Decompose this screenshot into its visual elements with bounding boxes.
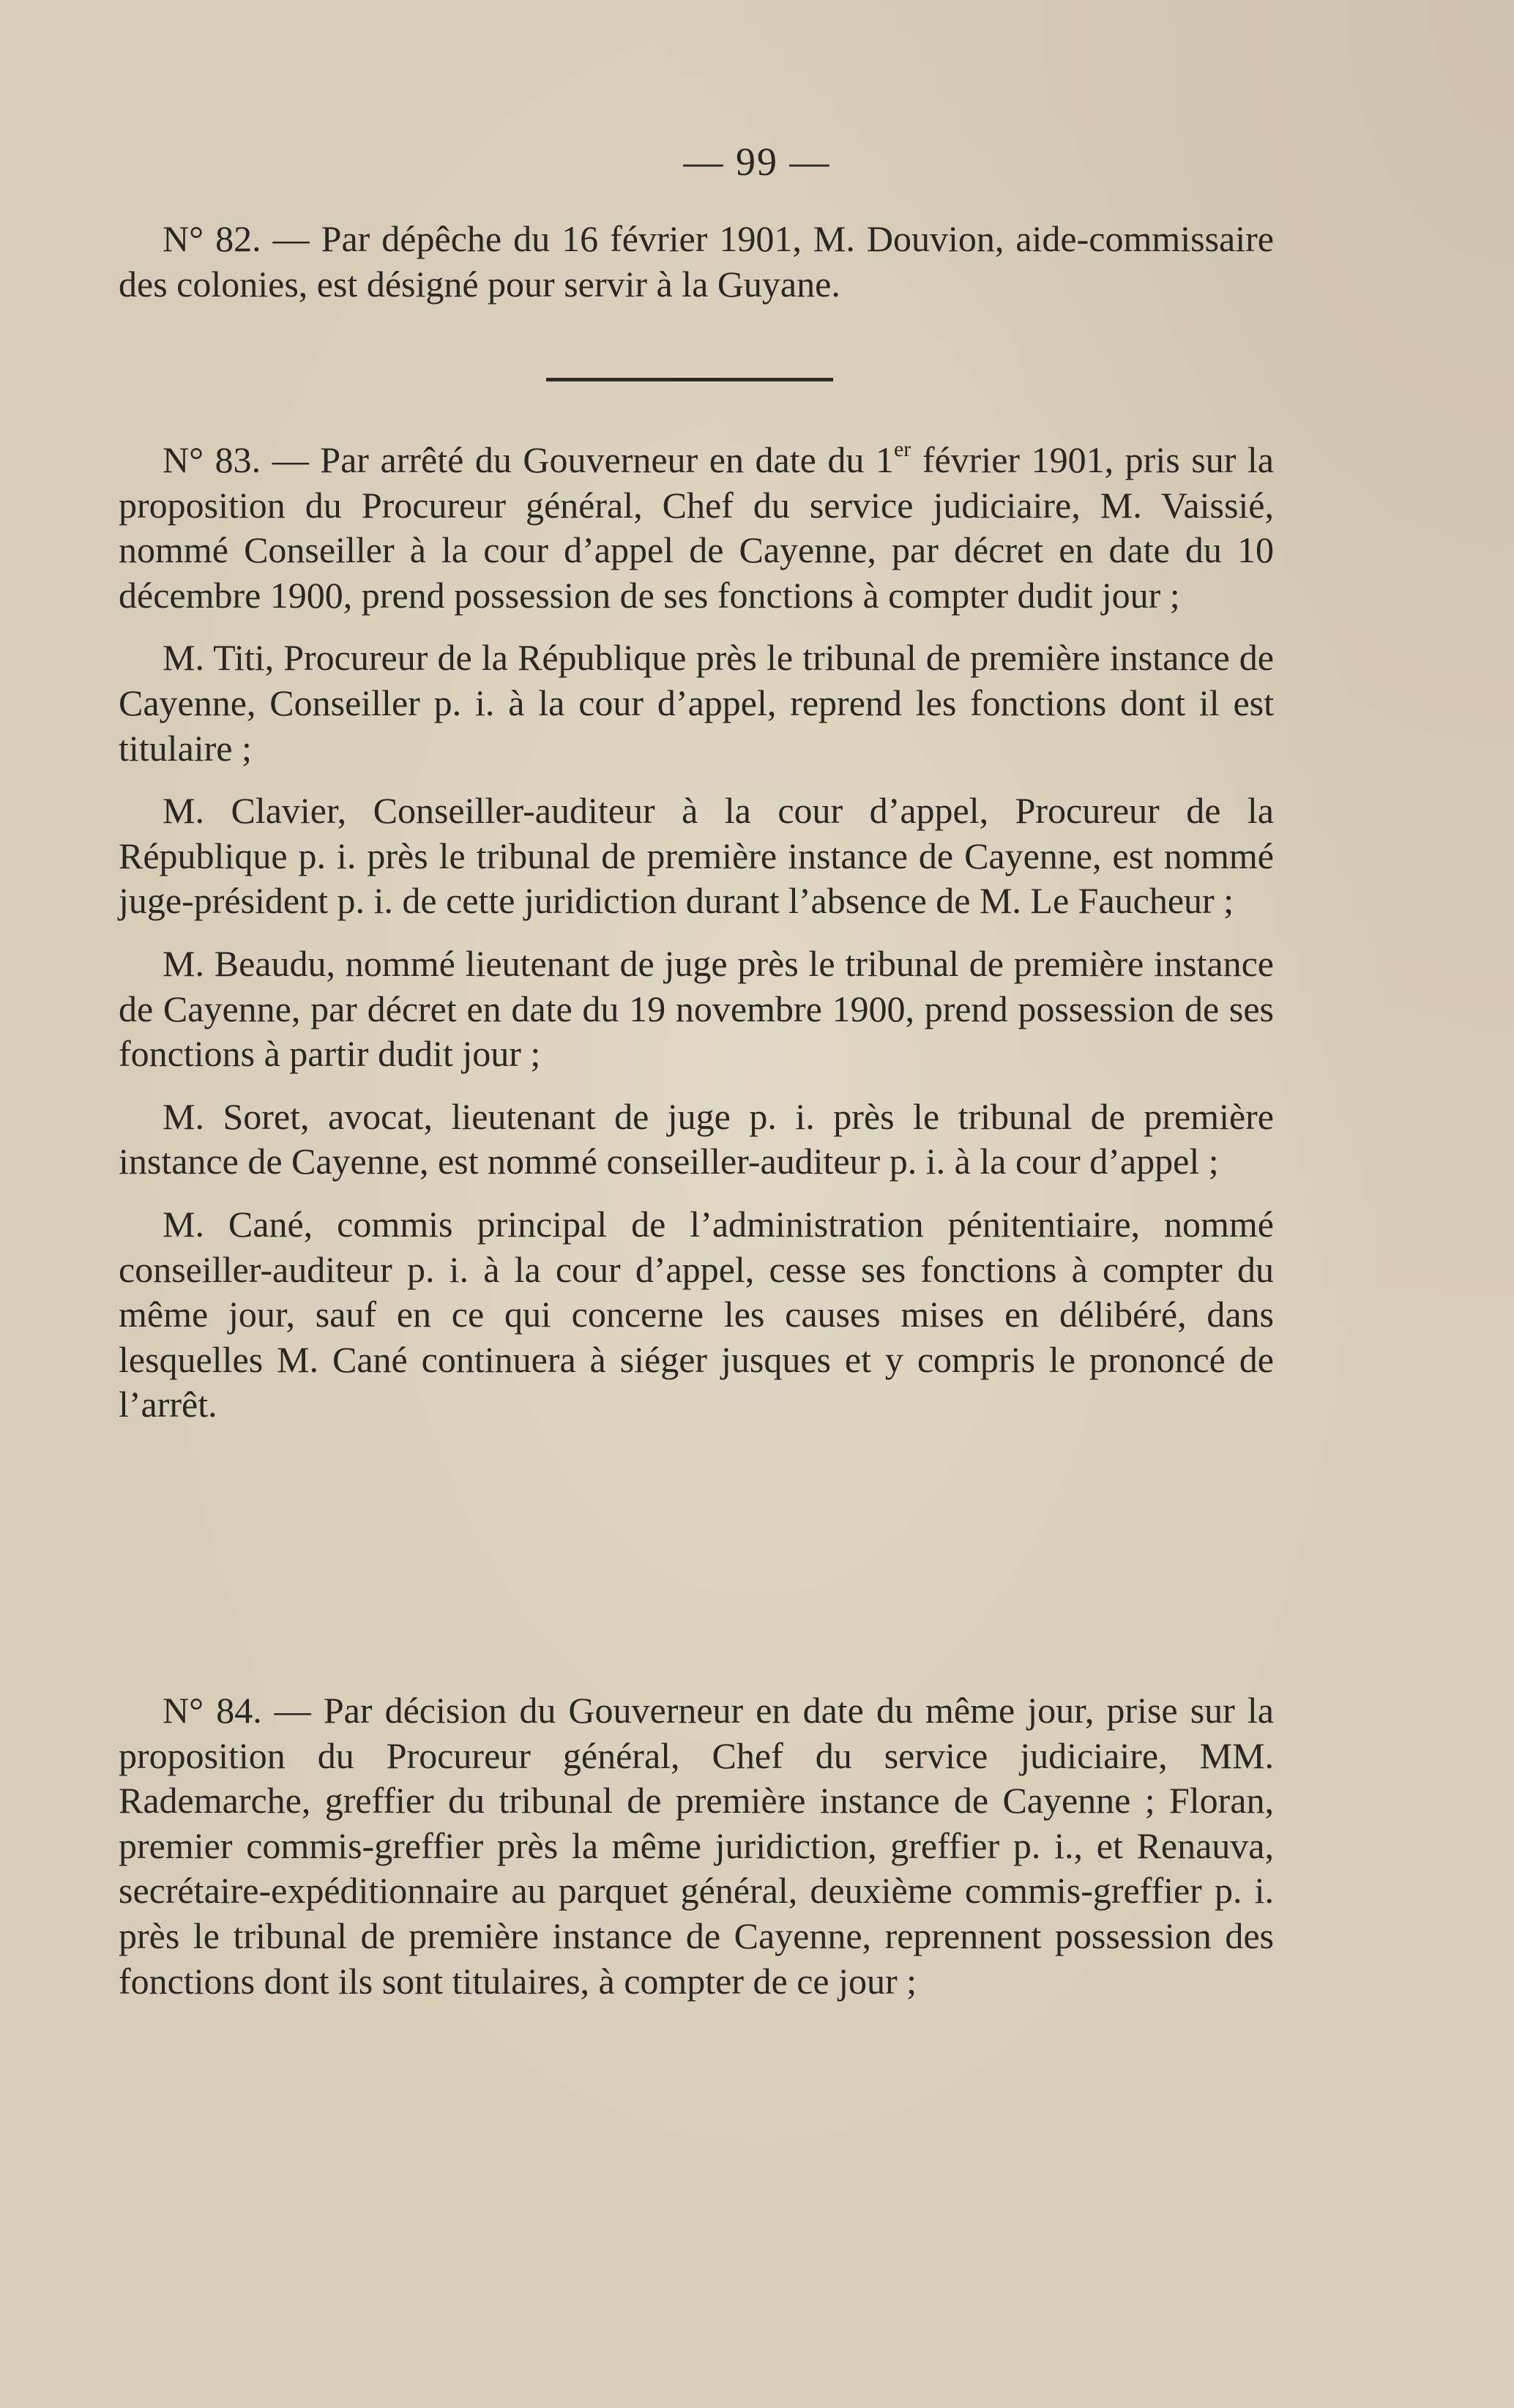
paragraph: M. Titi, Procureur de la République près le tribunal de première instance de Cayenne, Conseiller p. i. à la cour d’appel, reprend les fonctions dont il est titulaire ; (119, 637, 1274, 769)
paragraph: M. Beaudu, nommé lieutenant de juge près le tribunal de première instance de Cayenne, par décret en date du 19 novembre 1900, prend possession de ses fonctions à partir dudit jour ; (119, 942, 1274, 1075)
entry-83-heading-paragraph (119, 438, 1274, 618)
entry-83 (119, 438, 1274, 1428)
heading-text: N° 83. — Par arrêté du Gouverneur en date du 1 (163, 439, 894, 480)
paragraph: M. Cané, commis principal de l’administration pénitentiaire, nommé conseiller-auditeur p. i. à la cour d’appel, cesse ses fonctions à compter du même jour, sauf en ce qui concerne les causes mises en délibéré, dans lesquelles M. Cané continuera à siéger jusques et y compris le prononcé de l’arrêt. (119, 1203, 1274, 1425)
paragraph: N° 82. — Par dépêche du 16 février 1901, M. Douvion, aide-commissaire des colonies, est désigné pour servir à la Guyane. (119, 218, 1274, 305)
entry-82 (119, 217, 1274, 307)
heading-text-cont: février 1901, pris sur la proposition du Procureur général, Chef du service judiciaire, M. Vaissié, nommé Conseiller à la cour d’appel de Cayenne, par décret en date du 10 décembre 1900, prend possession de ses fonctions à compter dudit jour ; (119, 439, 1274, 616)
ordinal-superscript: er (893, 437, 911, 461)
paragraph: M. Soret, avocat, lieutenant de juge p. i. près le tribunal de première instance de Cayenne, est nommé conseiller-auditeur p. i. à la cour d’appel ; (119, 1095, 1274, 1182)
page-number: — 99 — (683, 140, 831, 184)
entry-84 (119, 1688, 1274, 2004)
section-divider-rule (546, 378, 833, 381)
paragraph: M. Clavier, Conseiller-auditeur à la cour d’appel, Procureur de la République p. i. près le tribunal de première instance de Cayenne, est nommé juge-président p. i. de cette juridiction durant l’absence de M. Le Faucheur ; (119, 790, 1274, 922)
paragraph: N° 84. — Par décision du Gouverneur en date du même jour, prise sur la proposition du Procureur général, Chef du service judiciaire, MM. Rademarche, greffier du tribunal de première instance de Cayenne ; Floran, premier commis-greffier près la même juridiction, greffier p. i., et Renauva, secrétaire-expéditionnaire au parquet général, deuxième commis-greffier p. i. près le tribunal de première instance de Cayenne, reprennent possession des fonctions dont ils sont titulaires, à compter de ce jour ; (119, 1690, 1274, 2002)
